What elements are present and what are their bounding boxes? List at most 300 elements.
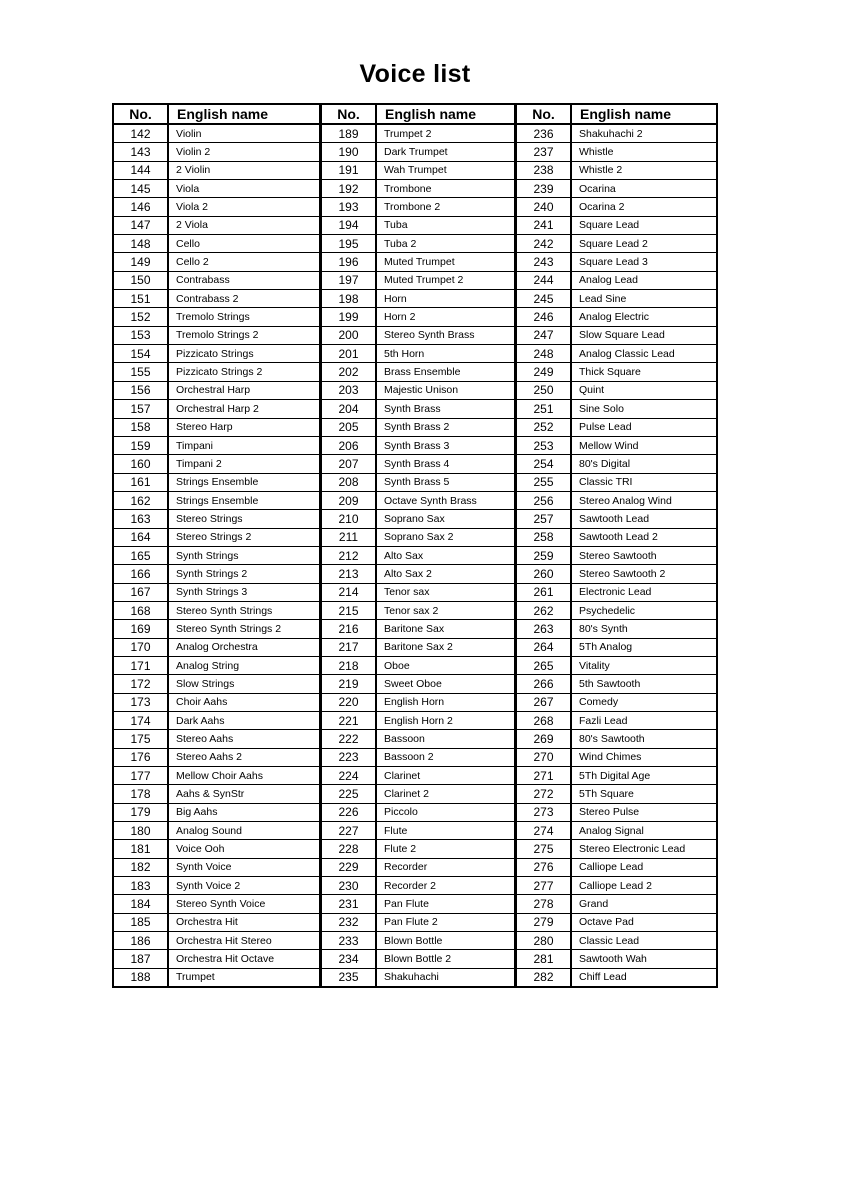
voice-name: Tuba (384, 219, 408, 232)
voice-number: 151 (114, 290, 169, 307)
voice-name: Orchestral Harp (176, 384, 251, 397)
voice-name: Quint (579, 384, 605, 397)
voice-name: Thick Square (579, 366, 641, 379)
voice-number: 160 (114, 455, 169, 472)
voice-name: Blown Bottle 2 (384, 953, 452, 966)
voice-row (322, 253, 514, 271)
voice-row (517, 400, 717, 418)
voice-name: Calliope Lead (579, 861, 644, 874)
voice-row (517, 198, 717, 216)
voice-name: Analog Classic Lead (579, 347, 675, 360)
voice-name: Synth Brass 4 (384, 457, 450, 470)
voice-name: 5th Sawtooth (579, 677, 641, 690)
voice-row (322, 235, 514, 253)
voice-row (517, 327, 717, 345)
voice-row (114, 767, 319, 785)
voice-name: Dark Trumpet (384, 146, 448, 159)
column-header-no: No. (322, 105, 377, 123)
voice-row (114, 877, 319, 895)
column-header-english-name: English name (580, 106, 672, 122)
voice-name: English Horn 2 (384, 714, 453, 727)
voice-number: 193 (322, 198, 377, 215)
voice-row (322, 895, 514, 913)
voice-number: 275 (517, 840, 572, 857)
voice-number: 159 (114, 437, 169, 454)
voice-name: Synth Brass 2 (384, 421, 450, 434)
voice-row (322, 749, 514, 767)
voice-name: Orchestra Hit Stereo (176, 934, 272, 947)
voice-row (517, 749, 717, 767)
voice-number: 166 (114, 565, 169, 582)
voice-name: English Horn (384, 696, 445, 709)
voice-row (517, 492, 717, 510)
voice-name: 5Th Square (579, 788, 634, 801)
voice-number: 223 (322, 749, 377, 766)
voice-name: Clarinet 2 (384, 788, 429, 801)
voice-row (114, 969, 319, 986)
voice-number: 161 (114, 474, 169, 491)
voice-row (322, 162, 514, 180)
voice-number: 265 (517, 657, 572, 674)
voice-number: 207 (322, 455, 377, 472)
voice-name: Alto Sax 2 (384, 567, 432, 580)
page-title: Voice list (359, 60, 471, 88)
voice-number: 155 (114, 363, 169, 380)
voice-row (322, 639, 514, 657)
voice-row (114, 382, 319, 400)
voice-row (517, 125, 717, 143)
voice-row (114, 712, 319, 730)
voice-row (322, 198, 514, 216)
voice-row (114, 180, 319, 198)
voice-row (517, 308, 717, 326)
voice-number: 206 (322, 437, 377, 454)
voice-row (114, 437, 319, 455)
voice-row (322, 785, 514, 803)
voice-number: 190 (322, 143, 377, 160)
voice-number: 232 (322, 914, 377, 931)
voice-row (322, 822, 514, 840)
voice-name: Timpani (176, 439, 213, 452)
voice-number: 175 (114, 730, 169, 747)
voice-number: 248 (517, 345, 572, 362)
voice-name: Viola (176, 182, 200, 195)
voice-name: Flute (384, 824, 408, 837)
voice-name: Whistle (579, 146, 614, 159)
voice-number: 256 (517, 492, 572, 509)
voice-name: Brass Ensemble (384, 366, 461, 379)
voice-row (114, 822, 319, 840)
voice-number: 213 (322, 565, 377, 582)
voice-number: 167 (114, 584, 169, 601)
voice-number: 212 (322, 547, 377, 564)
column-header-english-name: English name (385, 106, 477, 122)
voice-number: 228 (322, 840, 377, 857)
voice-name: Synth Voice 2 (176, 879, 241, 892)
voice-number: 169 (114, 620, 169, 637)
voice-row (322, 217, 514, 235)
voice-name: Analog String (176, 659, 240, 672)
voice-name: Recorder 2 (384, 879, 436, 892)
voice-name: Contrabass (176, 274, 230, 287)
voice-number: 222 (322, 730, 377, 747)
voice-number: 215 (322, 602, 377, 619)
voice-number: 226 (322, 804, 377, 821)
voice-number: 249 (517, 363, 572, 380)
voice-row (517, 675, 717, 693)
voice-number: 174 (114, 712, 169, 729)
voice-number: 272 (517, 785, 572, 802)
voice-name: 80's Synth (579, 622, 628, 635)
voice-name: Mellow Choir Aahs (176, 769, 263, 782)
voice-name: Analog Orchestra (176, 641, 258, 654)
voice-number: 241 (517, 217, 572, 234)
voice-name: Stereo Aahs (176, 733, 234, 746)
voice-name: Shakuhachi 2 (579, 127, 643, 140)
voice-name: Sawtooth Lead (579, 512, 650, 525)
voice-name: Analog Signal (579, 824, 644, 837)
voice-number: 244 (517, 272, 572, 289)
voice-name: Pan Flute 2 (384, 916, 438, 929)
voice-number: 198 (322, 290, 377, 307)
voice-name: Dark Aahs (176, 714, 225, 727)
voice-row (322, 840, 514, 858)
voice-name: 2 Violin (176, 164, 211, 177)
voice-name: Calliope Lead 2 (579, 879, 652, 892)
voice-name: Square Lead (579, 219, 640, 232)
voice-row (322, 437, 514, 455)
voice-number: 171 (114, 657, 169, 674)
voice-row (322, 492, 514, 510)
voice-number: 264 (517, 639, 572, 656)
voice-number: 145 (114, 180, 169, 197)
voice-number: 164 (114, 529, 169, 546)
voice-number: 220 (322, 694, 377, 711)
voice-name: Big Aahs (176, 806, 218, 819)
voice-row (322, 877, 514, 895)
voice-row (322, 694, 514, 712)
voice-name: Majestic Unison (384, 384, 459, 397)
voice-name: Soprano Sax 2 (384, 531, 454, 544)
voice-row (322, 657, 514, 675)
voice-name: Stereo Sawtooth (579, 549, 657, 562)
voice-name: Pizzicato Strings 2 (176, 366, 263, 379)
voice-column-2 (319, 105, 514, 986)
voice-row (517, 584, 717, 602)
voice-row (322, 950, 514, 968)
voice-name: Square Lead 2 (579, 237, 648, 250)
voice-number: 271 (517, 767, 572, 784)
voice-number: 269 (517, 730, 572, 747)
voice-number: 182 (114, 859, 169, 876)
voice-name: Orchestra Hit Octave (176, 953, 275, 966)
voice-row (517, 510, 717, 528)
voice-number: 238 (517, 162, 572, 179)
voice-name: 5Th Analog (579, 641, 633, 654)
voice-row (114, 125, 319, 143)
voice-name: Classic Lead (579, 934, 640, 947)
voice-number: 234 (322, 950, 377, 967)
voice-row (114, 859, 319, 877)
voice-name: Clarinet (384, 769, 421, 782)
voice-name: Trumpet (176, 971, 215, 984)
voice-row (322, 730, 514, 748)
voice-row (517, 969, 717, 986)
voice-row (322, 529, 514, 547)
voice-number: 267 (517, 694, 572, 711)
voice-number: 260 (517, 565, 572, 582)
voice-row (114, 235, 319, 253)
voice-name: Viola 2 (176, 201, 208, 214)
voice-name: Stereo Synth Strings 2 (176, 622, 282, 635)
voice-name: Wind Chimes (579, 751, 642, 764)
voice-row (114, 327, 319, 345)
voice-row (322, 767, 514, 785)
voice-row (322, 327, 514, 345)
voice-name: Oboe (384, 659, 410, 672)
voice-row (114, 162, 319, 180)
voice-row (517, 253, 717, 271)
voice-row (114, 639, 319, 657)
voice-name: Synth Brass 3 (384, 439, 450, 452)
voice-number: 257 (517, 510, 572, 527)
voice-number: 177 (114, 767, 169, 784)
voice-number: 242 (517, 235, 572, 252)
header-row (114, 105, 319, 125)
voice-name: Strings Ensemble (176, 494, 259, 507)
voice-row (322, 474, 514, 492)
voice-row (322, 675, 514, 693)
voice-number: 188 (114, 969, 169, 986)
voice-number: 196 (322, 253, 377, 270)
voice-number: 184 (114, 895, 169, 912)
voice-row (517, 877, 717, 895)
voice-row (517, 235, 717, 253)
voice-name: Cello (176, 237, 200, 250)
voice-name: Sweet Oboe (384, 677, 442, 690)
voice-row (322, 914, 514, 932)
voice-name: Trumpet 2 (384, 127, 432, 140)
voice-name: Square Lead 3 (579, 256, 648, 269)
voice-number: 162 (114, 492, 169, 509)
voice-row (114, 547, 319, 565)
voice-name: Blown Bottle (384, 934, 443, 947)
voice-number: 209 (322, 492, 377, 509)
voice-name: Stereo Aahs 2 (176, 751, 242, 764)
voice-row (517, 363, 717, 381)
voice-row (517, 290, 717, 308)
voice-name: Alto Sax (384, 549, 424, 562)
voice-row (517, 914, 717, 932)
voice-row (114, 272, 319, 290)
voice-name: Stereo Strings (176, 512, 243, 525)
voice-row (114, 565, 319, 583)
voice-row (322, 932, 514, 950)
voice-row (322, 620, 514, 638)
voice-number: 217 (322, 639, 377, 656)
voice-row (322, 859, 514, 877)
voice-row (114, 602, 319, 620)
voice-number: 227 (322, 822, 377, 839)
voice-row (114, 584, 319, 602)
voice-row (114, 730, 319, 748)
voice-number: 153 (114, 327, 169, 344)
voice-number: 253 (517, 437, 572, 454)
voice-number: 236 (517, 125, 572, 142)
voice-row (322, 400, 514, 418)
voice-name: Shakuhachi (384, 971, 439, 984)
voice-name: Aahs & SynStr (176, 788, 245, 801)
voice-number: 181 (114, 840, 169, 857)
voice-number: 180 (114, 822, 169, 839)
voice-row (114, 657, 319, 675)
voice-name: Flute 2 (384, 843, 417, 856)
voice-row (517, 620, 717, 638)
voice-name: Comedy (579, 696, 619, 709)
voice-number: 225 (322, 785, 377, 802)
voice-number: 192 (322, 180, 377, 197)
voice-column-1 (114, 105, 319, 986)
voice-number: 149 (114, 253, 169, 270)
voice-row (114, 840, 319, 858)
voice-row (322, 584, 514, 602)
column-header-no: No. (517, 105, 572, 123)
voice-name: Stereo Analog Wind (579, 494, 672, 507)
voice-row (517, 382, 717, 400)
voice-number: 230 (322, 877, 377, 894)
voice-name: Wah Trumpet (384, 164, 447, 177)
voice-row (517, 950, 717, 968)
voice-number: 142 (114, 125, 169, 142)
voice-row (322, 602, 514, 620)
voice-row (114, 253, 319, 271)
voice-name: Stereo Synth Strings (176, 604, 273, 617)
voice-row (322, 143, 514, 161)
voice-name: Timpani 2 (176, 457, 222, 470)
voice-row (114, 694, 319, 712)
voice-row (517, 529, 717, 547)
voice-number: 204 (322, 400, 377, 417)
voice-number: 172 (114, 675, 169, 692)
voice-number: 170 (114, 639, 169, 656)
voice-number: 163 (114, 510, 169, 527)
voice-name: Tremolo Strings 2 (176, 329, 259, 342)
voice-row (114, 308, 319, 326)
voice-number: 210 (322, 510, 377, 527)
voice-row (517, 419, 717, 437)
voice-name: Muted Trumpet 2 (384, 274, 464, 287)
voice-row (114, 675, 319, 693)
voice-number: 157 (114, 400, 169, 417)
voice-number: 148 (114, 235, 169, 252)
voice-number: 281 (517, 950, 572, 967)
voice-number: 154 (114, 345, 169, 362)
voice-name: Mellow Wind (579, 439, 639, 452)
voice-number: 146 (114, 198, 169, 215)
voice-name: Grand (579, 898, 609, 911)
voice-number: 278 (517, 895, 572, 912)
voice-name: Synth Brass 5 (384, 476, 450, 489)
voice-number: 263 (517, 620, 572, 637)
voice-name: Recorder (384, 861, 428, 874)
voice-row (114, 914, 319, 932)
voice-number: 235 (322, 969, 377, 986)
voice-number: 268 (517, 712, 572, 729)
voice-row (517, 822, 717, 840)
voice-number: 276 (517, 859, 572, 876)
voice-name: Slow Strings (176, 677, 235, 690)
voice-number: 251 (517, 400, 572, 417)
voice-row (517, 730, 717, 748)
voice-name: Violin 2 (176, 146, 211, 159)
voice-row (322, 547, 514, 565)
voice-name: Violin (176, 127, 202, 140)
voice-name: Horn 2 (384, 311, 416, 324)
voice-number: 233 (322, 932, 377, 949)
voice-name: Synth Strings 2 (176, 567, 248, 580)
voice-number: 252 (517, 419, 572, 436)
voice-row (322, 363, 514, 381)
voice-name: Stereo Pulse (579, 806, 640, 819)
voice-number: 214 (322, 584, 377, 601)
voice-row (114, 455, 319, 473)
voice-row (322, 345, 514, 363)
voice-number: 273 (517, 804, 572, 821)
voice-row (517, 437, 717, 455)
voice-name: Strings Ensemble (176, 476, 259, 489)
voice-row (322, 382, 514, 400)
voice-number: 186 (114, 932, 169, 949)
voice-column-3 (514, 105, 717, 986)
voice-number: 194 (322, 217, 377, 234)
voice-name: Ocarina (579, 182, 616, 195)
header-row (322, 105, 514, 125)
voice-name: Slow Square Lead (579, 329, 665, 342)
voice-name: Octave Synth Brass (384, 494, 477, 507)
voice-name: Horn (384, 292, 407, 305)
voice-row (517, 345, 717, 363)
voice-number: 191 (322, 162, 377, 179)
voice-row (322, 565, 514, 583)
voice-row (322, 125, 514, 143)
voice-number: 201 (322, 345, 377, 362)
voice-row (517, 804, 717, 822)
voice-row (517, 859, 717, 877)
voice-number: 277 (517, 877, 572, 894)
voice-name: Classic TRI (579, 476, 633, 489)
voice-number: 197 (322, 272, 377, 289)
voice-row (517, 657, 717, 675)
voice-name: Analog Electric (579, 311, 650, 324)
voice-number: 185 (114, 914, 169, 931)
voice-name: Stereo Electronic Lead (579, 843, 686, 856)
voice-number: 143 (114, 143, 169, 160)
voice-row (114, 198, 319, 216)
voice-row (322, 272, 514, 290)
voice-number: 254 (517, 455, 572, 472)
voice-row (517, 547, 717, 565)
voice-name: Pulse Lead (579, 421, 632, 434)
voice-name: Choir Aahs (176, 696, 228, 709)
voice-row (114, 217, 319, 235)
voice-number: 202 (322, 363, 377, 380)
voice-number: 168 (114, 602, 169, 619)
voice-number: 243 (517, 253, 572, 270)
voice-name: Stereo Strings 2 (176, 531, 252, 544)
voice-name: Baritone Sax (384, 622, 445, 635)
voice-row (114, 143, 319, 161)
voice-row (517, 602, 717, 620)
